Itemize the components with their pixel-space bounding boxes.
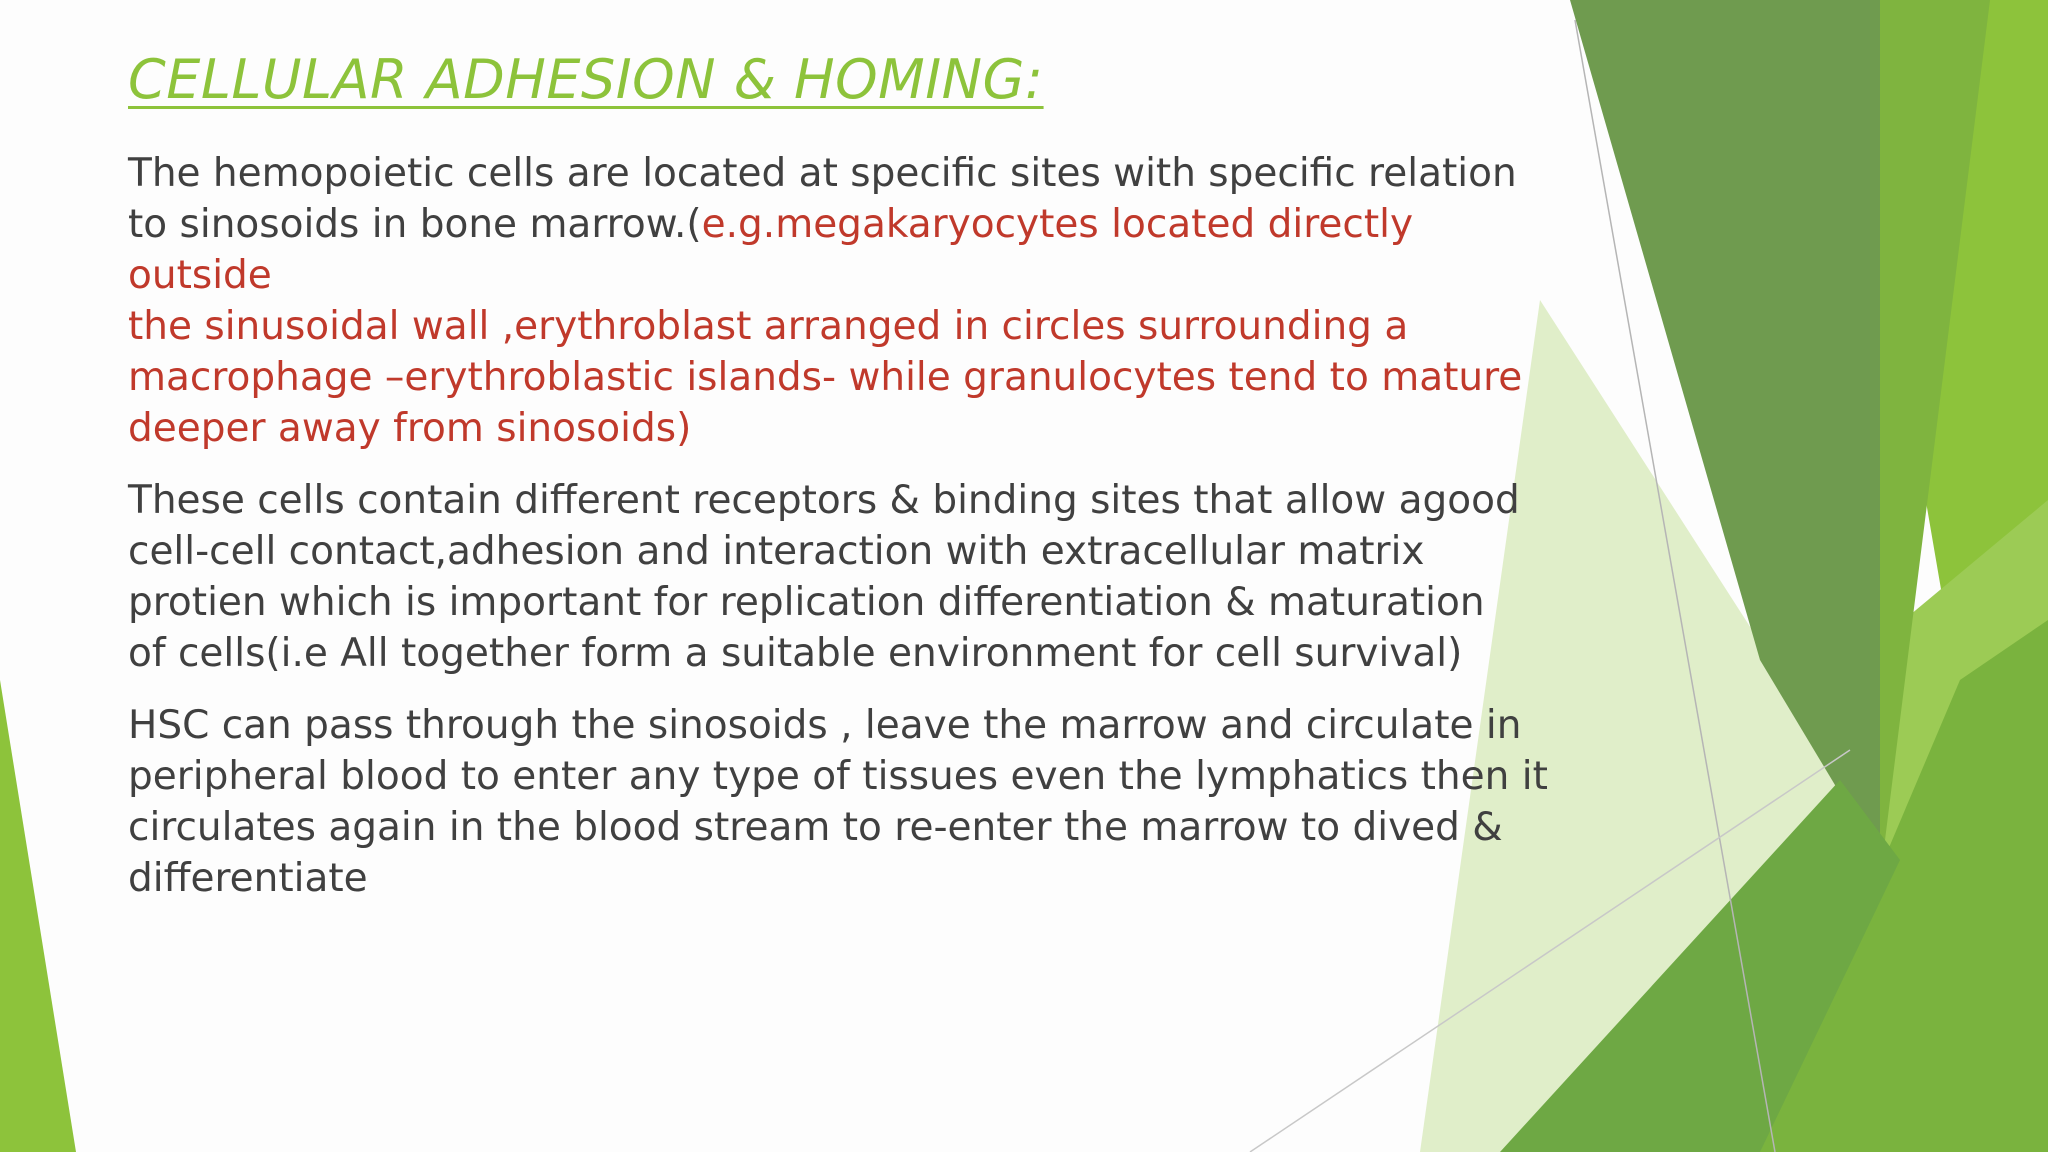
text-line: circulates again in the blood stream to re-enter the marrow to dived & bbox=[128, 805, 1503, 850]
text-line: These cells contain different receptors & binding sites that allow agood bbox=[128, 478, 1520, 523]
highlighted-example: deeper away from sinosoids) bbox=[128, 406, 692, 451]
paragraph-cell-location bbox=[128, 148, 1568, 454]
text-line: to sinosoids in bone marrow.(e.g.megakaryocytes located directly outside bbox=[128, 202, 1414, 298]
text-line bbox=[128, 406, 691, 451]
slide-title: CELLULAR ADHESION & HOMING: bbox=[128, 48, 1044, 111]
text-line: peripheral blood to enter any type of tissues even the lymphatics then it bbox=[128, 754, 1548, 799]
paragraph-receptors bbox=[128, 475, 1568, 679]
paragraph-hsc-homing bbox=[128, 700, 1568, 904]
slide-content bbox=[128, 40, 1568, 904]
text-line bbox=[128, 355, 1522, 400]
text-line: differentiate bbox=[128, 856, 368, 901]
text-line: of cells(i.e All together form a suitable environment for cell survival) bbox=[128, 631, 1463, 676]
text-line bbox=[128, 304, 1408, 349]
highlighted-example: the sinusoidal wall ,erythroblast arranged in circles surrounding a bbox=[128, 304, 1409, 349]
text-line: HSC can pass through the sinosoids , leave the marrow and circulate in bbox=[128, 703, 1522, 748]
highlighted-example: macrophage –erythroblastic islands- while granulocytes tend to mature bbox=[128, 355, 1523, 400]
text-line: The hemopoietic cells are located at specific sites with specific relation bbox=[128, 151, 1517, 196]
text-line: cell-cell contact,adhesion and interaction with extracellular matrix bbox=[128, 529, 1425, 574]
text-line: protien which is important for replication differentiation & maturation bbox=[128, 580, 1485, 625]
highlighted-example: e.g.megakaryocytes located directly outside bbox=[128, 202, 1414, 298]
left-green-facet bbox=[0, 680, 76, 1152]
